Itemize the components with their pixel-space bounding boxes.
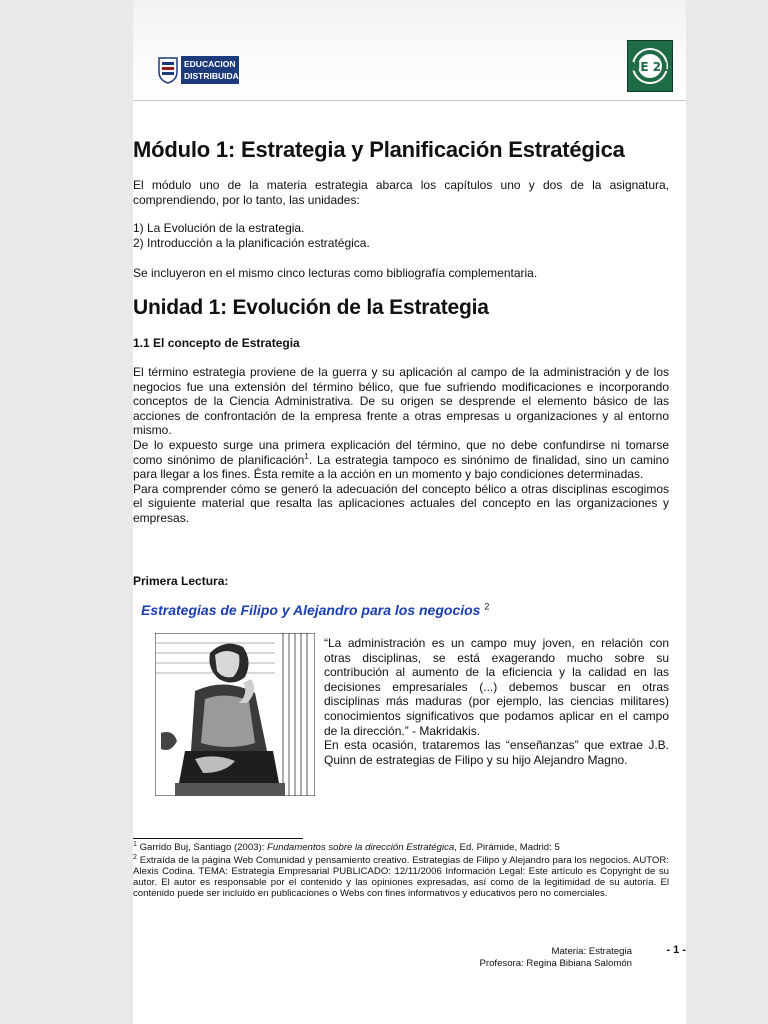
university-crest-icon bbox=[157, 56, 179, 84]
module-intro: El módulo uno de la materia estrategia abarca los capítulos uno y dos de la asignatura, comprendiendo, por lo tanto, las unidades: bbox=[133, 178, 669, 207]
reading-title-text: Estrategias de Filipo y Alejandro para los negocios bbox=[141, 602, 481, 618]
module-units-list bbox=[133, 221, 669, 250]
footnote-1-number: 1 bbox=[133, 840, 137, 848]
footnote-ref-1[interactable]: 1 bbox=[304, 451, 309, 461]
footnote-1-book-title: Fundamentos sobre la dirección Estratégica bbox=[267, 842, 455, 853]
engraving-illustration bbox=[155, 633, 315, 796]
unit-item-1: 1) La Evolución de la estrategia. bbox=[133, 221, 305, 235]
paragraph-2-end: . La estrategia tampoco es sinónimo de finalidad, sino un camino para llegar a los fines. Ésta remite a la acción en un momento y bajo condiciones determinadas. bbox=[133, 452, 669, 482]
footnote-separator bbox=[133, 838, 303, 839]
reading-label: Primera Lectura: bbox=[133, 574, 229, 588]
quote-paragraph-1: “La administración es un campo muy joven, en relación con otras disciplinas, se está exagerando mucho sobre su contribución al aumento de la eficiencia y la calidad en las decisiones empresariales (...) debemos buscar en otras disciplinas más maduras (por ejemplo, las ciencias militares) conocimientos significativos que podamos aplicar en el campo de la dirección.” - Makridakis. bbox=[324, 636, 669, 738]
paragraph-2-start: De lo expuesto surge una primera explicación del término, que no debe confundirse ni tomarse como sinónimo de planificación bbox=[133, 437, 669, 467]
paragraph-1: El término estrategia proviene de la guerra y su aplicación al campo de la administración y de los negocios fue una extensión del término bélico, que fue sufriendo modificaciones e incorporando conceptos de la Ciencia Administrativa. De su origen se desprende el elemento básico de las acciones de confrontación de la empresa frente a otras empresas u organizaciones y al entorno mismo. bbox=[133, 365, 669, 438]
educacion-distribuida-logo bbox=[157, 56, 239, 86]
page-number: - 1 - bbox=[666, 944, 686, 956]
footnote-1-end: , Ed. Pirámide, Madrid: 5 bbox=[454, 842, 560, 853]
footer-professor: Profesora: Regina Bibiana Salomón bbox=[479, 958, 632, 969]
reading-quote bbox=[324, 636, 669, 767]
concept-paragraphs bbox=[133, 365, 669, 526]
ue21-logo-text: UE 21 bbox=[630, 60, 670, 74]
section-title: 1.1 El concepto de Estrategia bbox=[133, 336, 300, 350]
module-title: Módulo 1: Estrategia y Planificación Estratégica bbox=[133, 137, 625, 162]
paragraph-3: Para comprender cómo se generó la adecuación del concepto bélico a otras disciplinas escogimos el siguiente material que resalta las aplicaciones actuales del concepto en las organizaciones y empresas. bbox=[133, 481, 669, 525]
logo-text: EDUCACION DISTRIBUIDA bbox=[181, 56, 239, 84]
footnote-2-text: Extraída de la página Web Comunidad y pensamiento creativo. Estrategias de Filipo y Alejandro para los negocios. AUTOR: Alexis Codina. TEMA: Estrategia Empresarial PUBLICADO: 12/11/2006 Información Legal: Este artículo es Copyright de su autor. El autor es responsable por el contenido y las opiniones expresadas, así como de la legitimidad de su autoría. El contenido puede ser incluido en publicaciones o Webs con fines informativos y educativos pero no comerciales. bbox=[133, 855, 669, 899]
paragraph-2 bbox=[133, 438, 669, 482]
quote-paragraph-2: En esta ocasión, trataremos las “enseñanzas” que extrae J.B. Quinn de estrategias de Filipo y su hijo Alejandro Magno. bbox=[324, 738, 669, 767]
footnote-2 bbox=[133, 855, 669, 899]
page-header bbox=[133, 0, 686, 101]
footnote-2-number: 2 bbox=[133, 853, 137, 861]
module-note: Se incluyeron en el mismo cinco lecturas como bibliografía complementaria. bbox=[133, 266, 538, 280]
reading-title bbox=[141, 602, 489, 618]
footer-subject: Materia: Estrategia bbox=[551, 946, 632, 957]
footnote-ref-2[interactable]: 2 bbox=[484, 601, 490, 612]
footer-info bbox=[420, 946, 632, 970]
unit-item-2: 2) Introducción a la planificación estratégica. bbox=[133, 235, 370, 250]
unit-title: Unidad 1: Evolución de la Estrategia bbox=[133, 296, 489, 319]
footnote-1 bbox=[133, 842, 669, 853]
ue21-logo bbox=[627, 40, 673, 92]
ue21-emblem-icon bbox=[628, 41, 672, 91]
footnote-1-start: Garrido Buj, Santiago (2003): bbox=[136, 842, 268, 853]
